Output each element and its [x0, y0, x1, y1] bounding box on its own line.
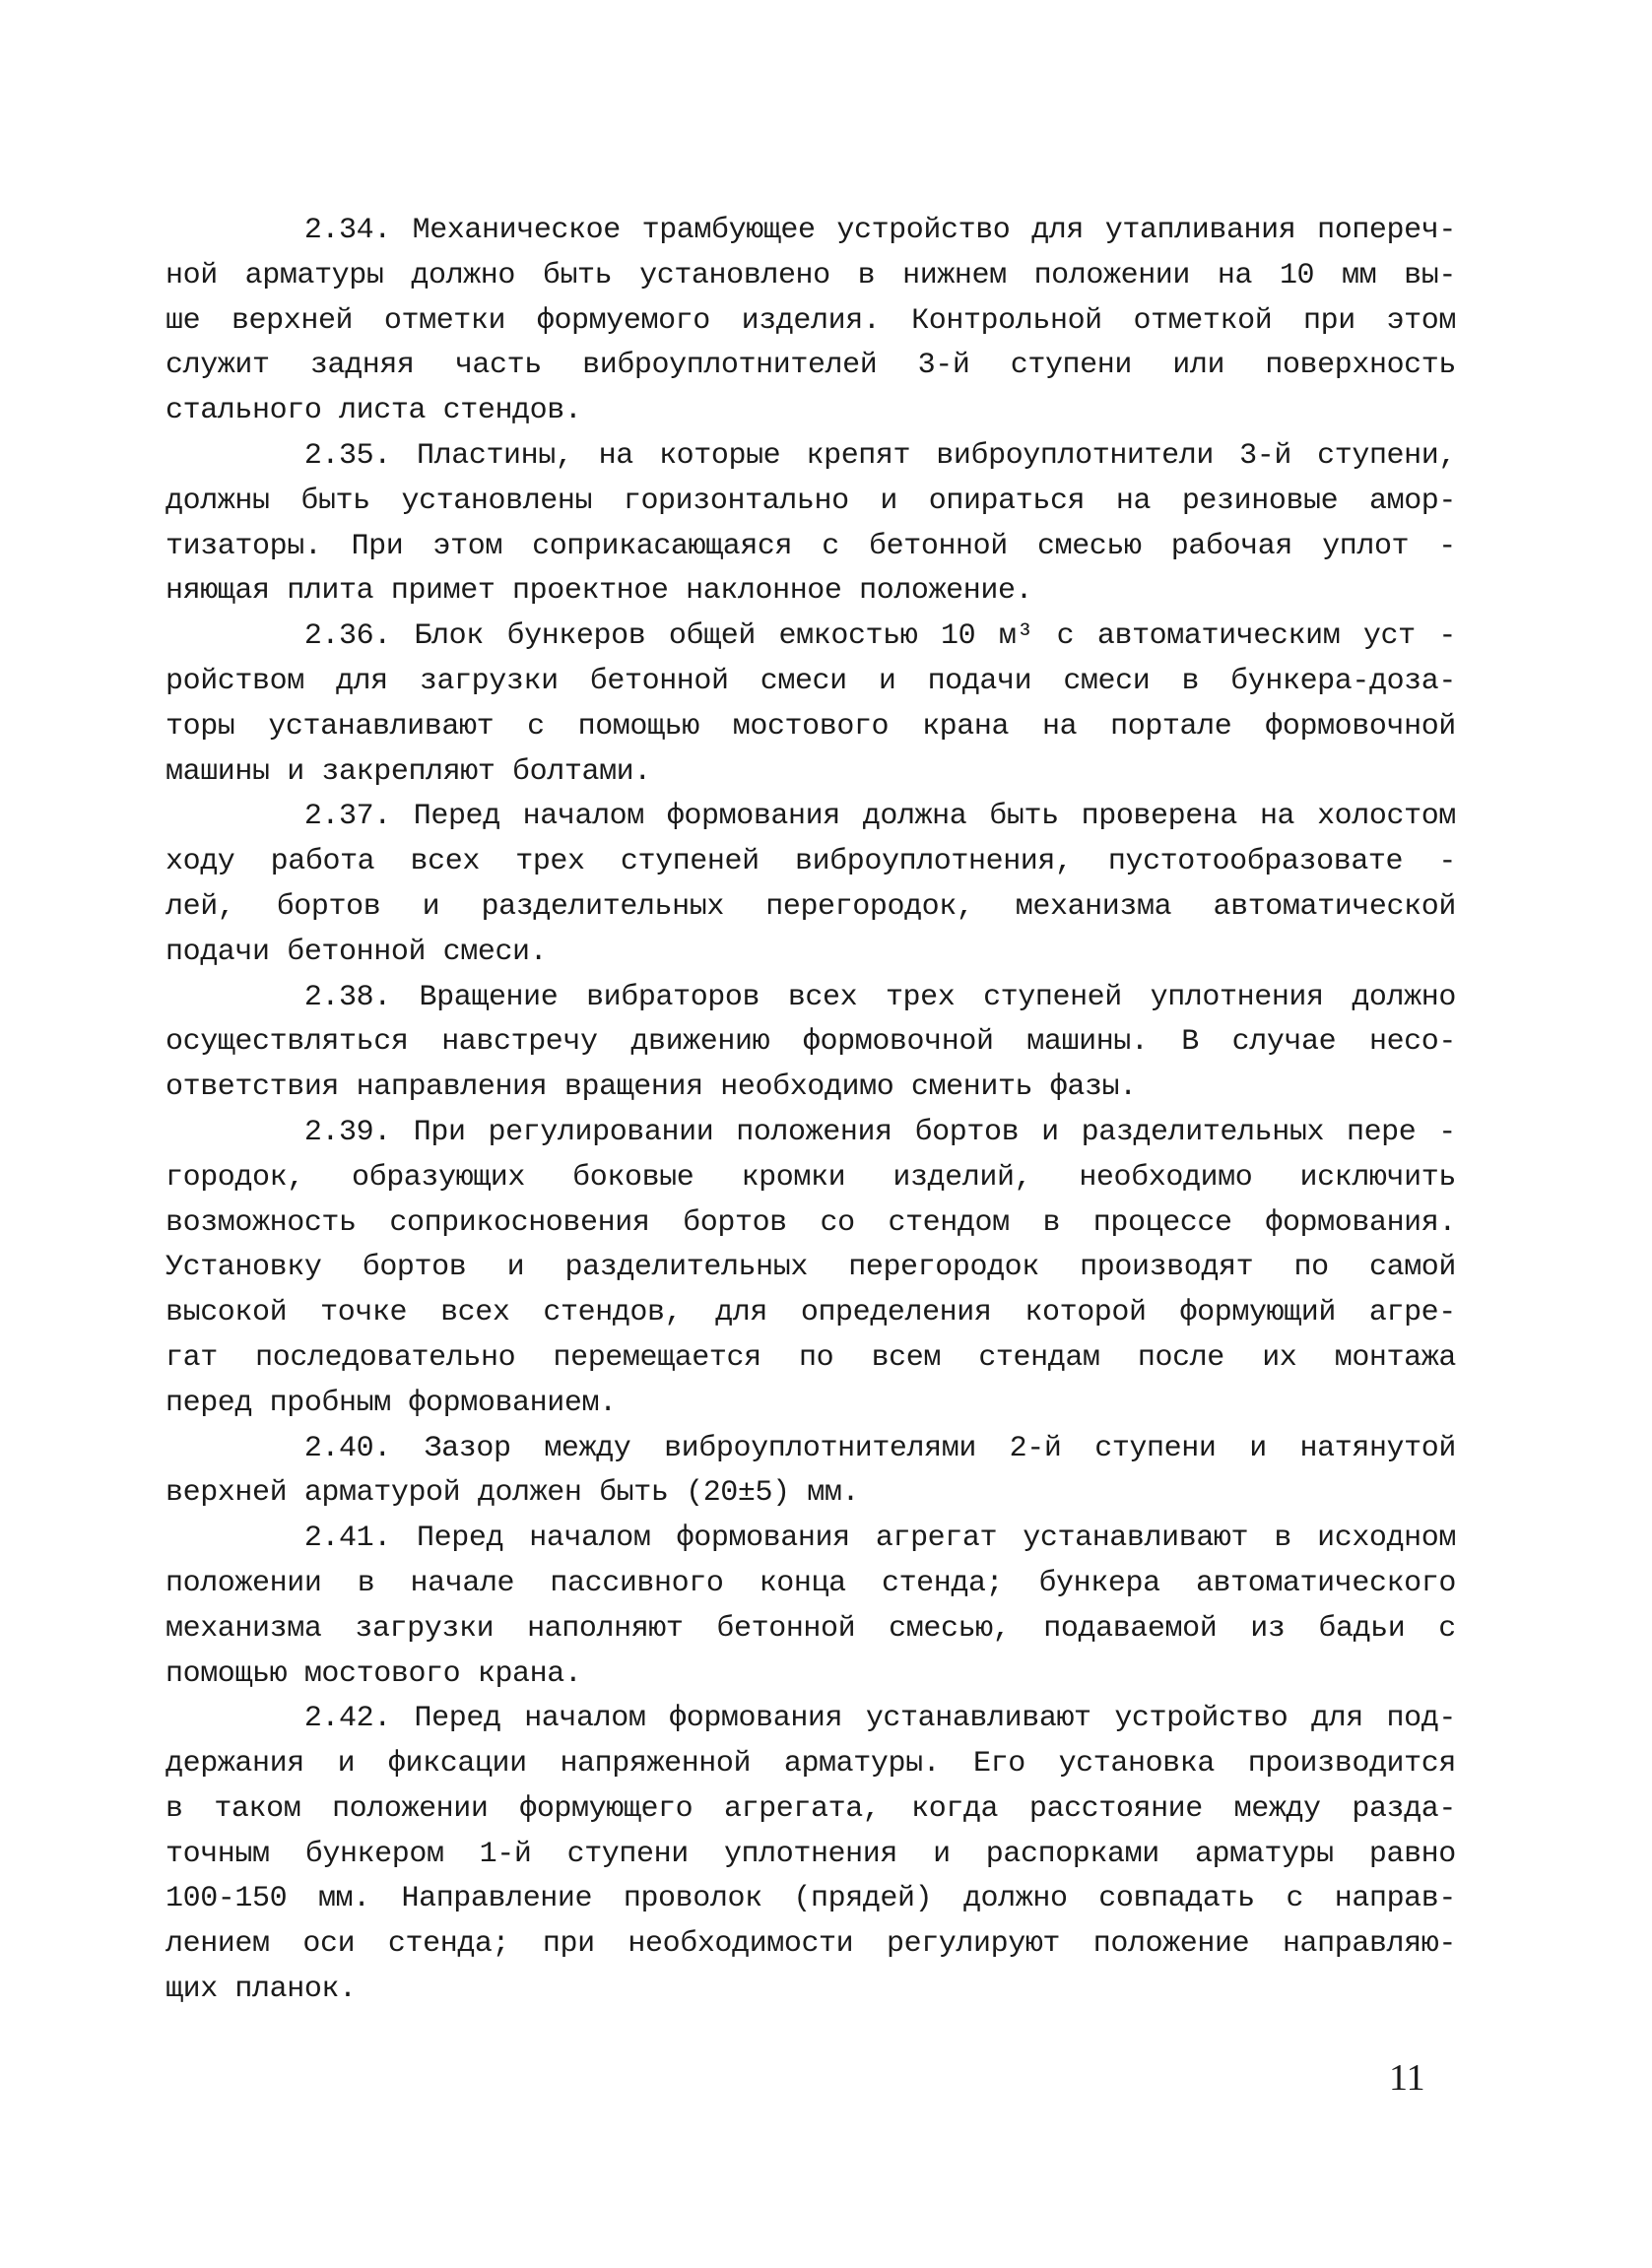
text-line: городок, образующих боковые кромки изделий, необходимо исключить: [165, 1160, 1456, 1195]
text-line: 2.42. Перед началом формования устанавливают устройство для под-: [165, 1702, 1456, 1736]
text-line: ройством для загрузки бетонной смеси и подачи смеси в бункера-доза-: [165, 664, 1456, 698]
text-line: положении в начале пассивного конца стенда; бункера автоматического: [165, 1566, 1456, 1600]
text-line: перед пробным формованием.: [165, 1386, 617, 1420]
text-line: стального листа стендов.: [165, 394, 582, 428]
text-line: 2.37. Перед началом формования должна быть проверена на холостом: [165, 800, 1456, 834]
text-line: помощью мостового крана.: [165, 1656, 582, 1691]
text-line: ше верхней отметки формуемого изделия. Контрольной отметкой при этом: [165, 303, 1456, 338]
paragraph-2-36: [165, 615, 1456, 795]
text-line: гат последовательно перемещается по всем стендам после их монтажа: [165, 1340, 1456, 1375]
paragraph-2-38: [165, 976, 1456, 1111]
text-line: лением оси стенда; при необходимости регулируют положение направляю-: [165, 1927, 1456, 1962]
text-line: щих планок.: [165, 1973, 357, 2007]
text-line: высокой точке всех стендов, для определения которой формующий агре-: [165, 1296, 1456, 1330]
text-line: механизма загрузки наполняют бетонной смесью, подаваемой из бадьи с: [165, 1611, 1456, 1646]
text-line: 2.34. Механическое трамбующее устройство для утапливания попереч-: [165, 214, 1456, 247]
text-line: подачи бетонной смеси.: [165, 935, 548, 969]
text-line: ной арматуры должно быть установлено в нижнем положении на 10 мм вы-: [165, 258, 1456, 292]
text-line: 2.39. При регулировании положения бортов и разделительных пере -: [165, 1115, 1456, 1149]
text-line: тизаторы. При этом соприкасающаяся с бетонной смесью рабочая уплот -: [165, 529, 1456, 563]
paragraph-2-42: [165, 1697, 1456, 2013]
text-line: 100-150 мм. Направление проволок (прядей) должно совпадать с направ-: [165, 1882, 1456, 1916]
text-line: 2.41. Перед началом формования агрегат устанавливают в исходном: [165, 1522, 1456, 1556]
text-line: 2.35. Пластины, на которые крепят виброуплотнители 3-й ступени,: [165, 438, 1456, 473]
text-line: держания и фиксации напряженной арматуры. Его установка производится: [165, 1747, 1456, 1782]
text-line: 2.36. Блок бункеров общей емкостью 10 м³ с автоматическим уст -: [165, 619, 1456, 654]
paragraph-2-40: [165, 1427, 1456, 1518]
paragraph-2-41: [165, 1517, 1456, 1697]
text-line: возможность соприкосновения бортов со стендом в процессе формования.: [165, 1205, 1456, 1240]
text-line: 2.38. Вращение вибраторов всех трех ступеней уплотнения должно: [165, 980, 1456, 1014]
text-line: осуществляться навстречу движению формовочной машины. В случае несо-: [165, 1025, 1456, 1060]
text-line: должны быть установлены горизонтально и опираться на резиновые амор-: [165, 484, 1456, 518]
document-body: [165, 209, 1456, 2013]
text-line: 2.40. Зазор между виброуплотнителями 2-й ступени и натянутой: [165, 1431, 1456, 1465]
paragraph-2-37: [165, 795, 1456, 975]
page-number: 11: [1389, 2057, 1425, 2099]
text-line: няющая плита примет проектное наклонное положение.: [165, 574, 1033, 609]
text-line: служит задняя часть виброуплотнителей 3-й ступени или поверхность: [165, 349, 1456, 383]
text-line: лей, бортов и разделительных перегородок, механизма автоматической: [165, 889, 1456, 924]
text-line: машины и закрепляют болтами.: [165, 754, 651, 789]
text-line: в таком положении формующего агрегата, когда расстояние между разда-: [165, 1791, 1456, 1826]
text-line: торы устанавливают с помощью мостового крана на портале формовочной: [165, 709, 1456, 744]
paragraph-2-34: [165, 209, 1456, 434]
paragraph-2-35: [165, 434, 1456, 615]
text-line: ответствия направления вращения необходимо сменить фазы.: [165, 1070, 1137, 1105]
paragraph-2-39: [165, 1111, 1456, 1427]
text-line: Установку бортов и разделительных перегородок производят по самой: [165, 1251, 1456, 1285]
text-line: верхней арматурой должен быть (20±5) мм.: [165, 1476, 860, 1511]
text-line: ходу работа всех трех ступеней виброуплотнения, пустотообразовате -: [165, 845, 1456, 879]
text-line: точным бункером 1-й ступени уплотнения и распорками арматуры равно: [165, 1837, 1456, 1871]
